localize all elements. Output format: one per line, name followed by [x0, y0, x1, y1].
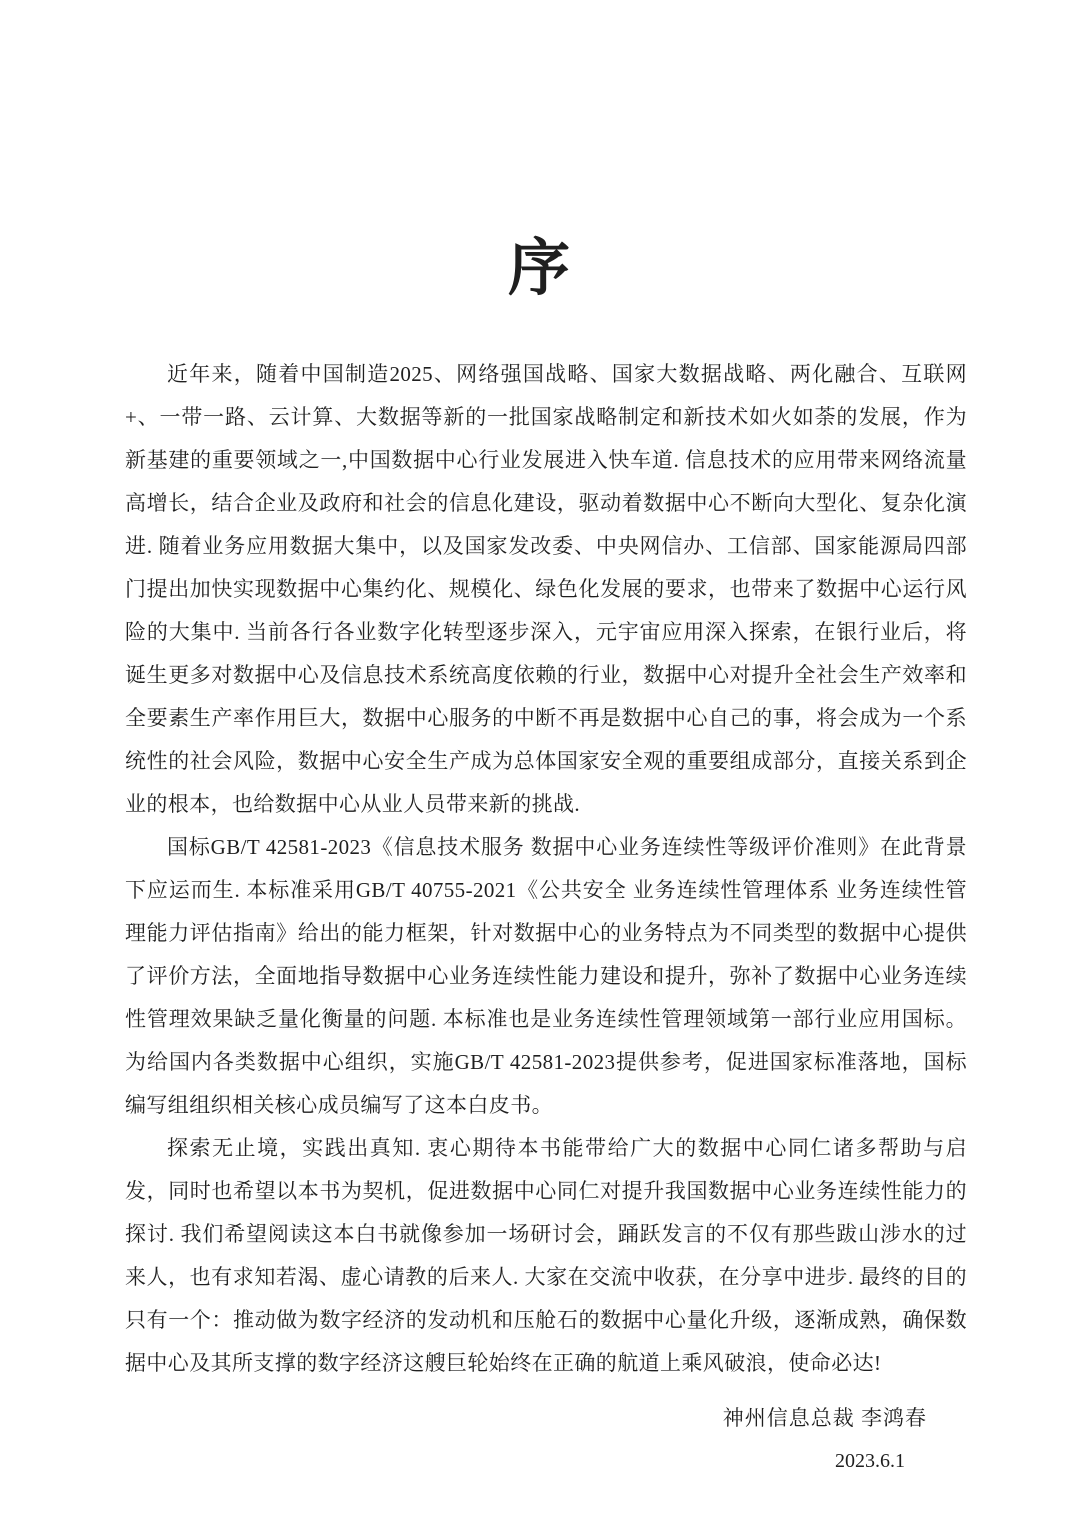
signature-line: 神州信息总裁 李鸿春: [722, 1406, 927, 1431]
document-body: [125, 353, 967, 1385]
paragraph-3: 探索无止境，实践出真知. 衷心期待本书能带给广大的数据中心同仁诸多帮助与启发，同时也希望以本书为契机，促进数据中心同仁对提升我国数据中心业务连续性能力的探讨. 我们希望阅读这本白书就像参加一场研讨会，踊跃发言的不仅有那些跋山涉水的过来人，也有求知若渴、虚心请教的后来人. 大家在交流中收获，在分享中进步. 最终的目的只有一个：推动做为数字经济的发动机和压舱石的数据中心量化升级，逐渐成熟，确保数据中心及其所支撑的数字经济这艘巨轮始终在正确的航道上乘风破浪，使命必达!: [125, 1136, 967, 1376]
paragraph-1: 近年来，随着中国制造2025、网络强国战略、国家大数据战略、两化融合、互联网+、一带一路、云计算、大数据等新的一批国家战略制定和新技术如火如荼的发展，作为新基建的重要领域之一,中国数据中心行业发展进入快车道. 信息技术的应用带来网络流量高增长，结合企业及政府和社会的信息化建设，驱动着数据中心不断向大型化、复杂化演进. 随着业务应用数据大集中，以及国家发改委、中央网信办、工信部、国家能源局四部门提出加快实现数据中心集约化、规模化、绿色化发展的要求，也带来了数据中心运行风险的大集中. 当前各行各业数字化转型逐步深入，元宇宙应用深入探索，在银行业后，将诞生更多对数据中心及信息技术系统高度依赖的行业，数据中心对提升全社会生产效率和全要素生产率作用巨大，数据中心服务的中断不再是数据中心自己的事，将会成为一个系统性的社会风险，数据中心安全生产成为总体国家安全观的重要组成部分，直接关系到企业的根本，也给数据中心从业人员带来新的挑战.: [125, 362, 967, 817]
signature-block: [125, 1397, 967, 1483]
paragraph-2: 国标GB/T 42581-2023《信息技术服务 数据中心业务连续性等级评价准则》在此背景下应运而生. 本标准采用GB/T 40755-2021《公共安全 业务连续性管理体系 业务连续性管理能力评估指南》给出的能力框架，针对数据中心的业务特点为不同类型的数据中心提供了评价方法，全面地指导数据中心业务连续性能力建设和提升，弥补了数据中心业务连续性管理效果缺乏量化衡量的问题. 本标准也是业务连续性管理领域第一部行业应用国标。为给国内各类数据中心组织，实施GB/T 42581-2023提供参考，促进国家标准落地，国标编写组组织相关核心成员编写了这本白皮书。: [125, 835, 967, 1118]
page-title: 序: [507, 235, 572, 303]
date-line: 2023.6.1: [835, 1450, 905, 1473]
